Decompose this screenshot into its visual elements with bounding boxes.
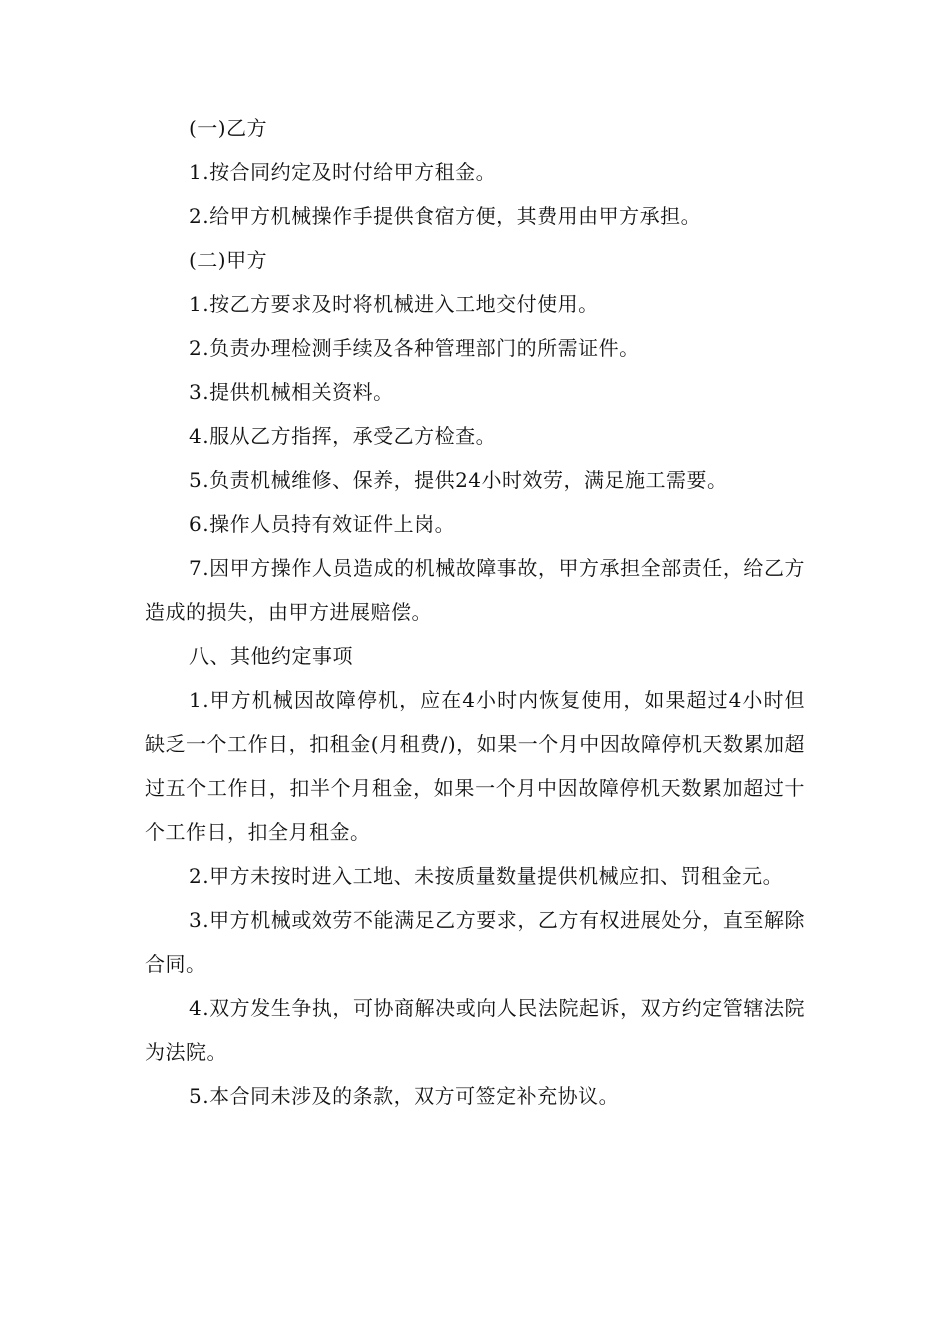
party-b-item-1: 1.按合同约定及时付给甲方租金。 [189,160,497,184]
party-a-item-4: 4.服从乙方指挥，承受乙方检查。 [189,424,497,448]
party-a-item-2: 2.负责办理检测手续及各种管理部门的所需证件。 [189,336,640,360]
party-a-item-6: 6.操作人员持有效证件上岗。 [189,512,456,536]
heading-party-b: (一)乙方 [189,116,268,140]
section-heading-other-terms: 八、其他约定事项 [189,644,353,668]
party-b-item-2: 2.给甲方机械操作手提供食宿方便，其费用由甲方承担。 [189,204,702,228]
party-a-item-3: 3.提供机械相关资料。 [189,380,394,404]
party-a-item-7: 7.因甲方操作人员造成的机械故障事故，甲方承担全部责任，给乙方造成的损失，由甲方进展赔偿。 [145,556,805,624]
other-terms-item-4: 4.双方发生争执，可协商解决或向人民法院起诉，双方约定管辖法院为法院。 [145,996,805,1064]
party-a-item-5: 5.负责机械维修、保养，提供24小时效劳，满足施工需要。 [189,468,728,492]
party-a-item-1: 1.按乙方要求及时将机械进入工地交付使用。 [189,292,599,316]
other-terms-item-1: 1.甲方机械因故障停机，应在4小时内恢复使用，如果超过4小时但缺乏一个工作日，扣租金(月租费/)，如果一个月中因故障停机天数累加超过五个工作日，扣半个月租金，如果一个月中因故障停机天数累加超过十个工作日，扣全月租金。 [145,688,805,844]
other-terms-item-3: 3.甲方机械或效劳不能满足乙方要求，乙方有权进展处分，直至解除合同。 [145,908,805,976]
document-body [145,106,805,1118]
heading-party-a: (二)甲方 [189,248,268,272]
other-terms-item-5: 5.本合同未涉及的条款，双方可签定补充协议。 [189,1084,620,1108]
other-terms-item-2: 2.甲方未按时进入工地、未按质量数量提供机械应扣、罚租金元。 [189,864,784,888]
